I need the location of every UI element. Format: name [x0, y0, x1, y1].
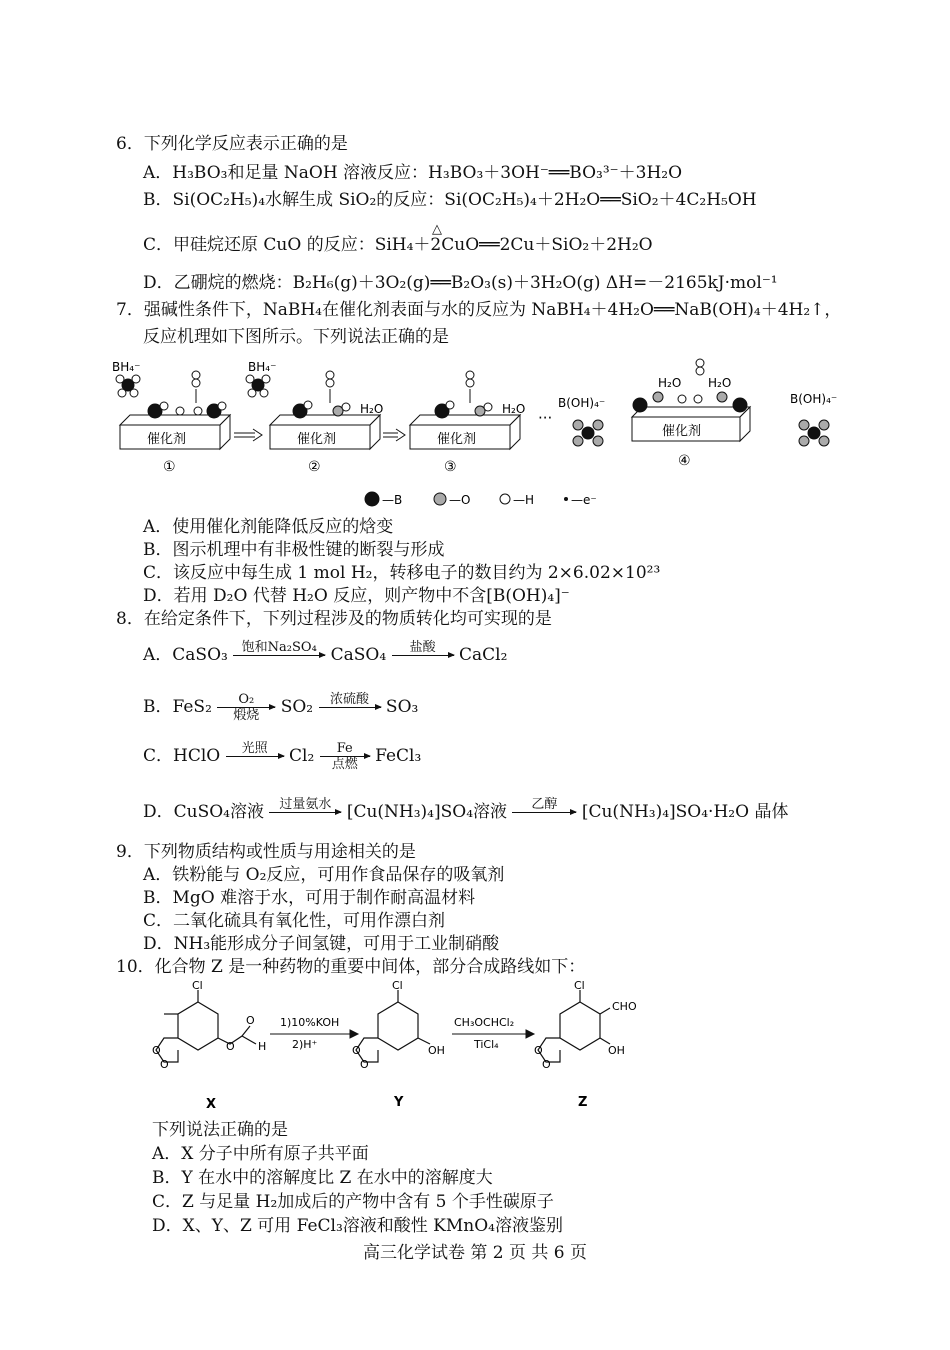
q9-option-b: B．MgO 难溶于水，可用于制作耐高温材料 [143, 888, 476, 908]
reaction-arrow-1 [270, 1030, 358, 1038]
arrow2-top-label: CH₃OCHCl₂ [454, 1016, 515, 1029]
y-o1-label: O [352, 1044, 361, 1057]
bh4-cluster-right [246, 375, 270, 397]
z-cho-label: CHO [612, 1000, 637, 1013]
q8-stem: 8．在给定条件下，下列过程涉及的物质转化均可实现的是 [116, 609, 552, 629]
q10-option-d: D．X、Y、Z 可用 FeCl₃溶液和酸性 KMnO₄溶液鉴别 [152, 1216, 563, 1236]
q8-a-arrow2: 盐酸 [392, 640, 454, 671]
x-o3-label: O [226, 1040, 235, 1053]
catalyst-label-3: 催化剂 [437, 432, 477, 447]
q9-stem: 9．下列物质结构或性质与用途相关的是 [116, 842, 416, 862]
reaction-arrow-2 [452, 1030, 534, 1038]
x-label: X [206, 1097, 217, 1112]
q8-c-arrow2: Fe 点燃 [320, 741, 370, 772]
boh4-label-left: B(OH)₄⁻ [558, 396, 606, 410]
h2o-label-4b: H₂O [708, 376, 732, 390]
q7-option-c: C．该反应中每生成 1 mol H₂，转移电子的数目约为 2×6.02×10²³ [143, 563, 661, 583]
q6-option-b: B．Si(OC₂H₅)₄水解生成 SiO₂的反应：Si(OC₂H₅)₄＋2H₂O══SiO₂＋4C₂H₅OH [143, 190, 757, 210]
y-cl-label: Cl [392, 980, 403, 992]
legend-e [564, 497, 568, 501]
q6-option-c: C．甲硅烷还原 CuO 的反应：SiH₄＋2CuO══2Cu＋SiO₂＋2H₂O [143, 235, 653, 255]
x-o4-label: O [246, 1014, 255, 1027]
arrow1-bottom-label: 2)H⁺ [292, 1038, 318, 1051]
q7-stem-line1: 7．强碱性条件下，NaBH₄在催化剂表面与水的反应为 NaBH₄＋4H₂O══NaB(OH)₄＋4H₂↑， [116, 300, 842, 320]
q7-option-b: B．图示机理中有非极性键的断裂与形成 [143, 540, 445, 560]
q8-a-s3: CaCl₂ [459, 645, 508, 665]
legend-e-label: —e⁻ [571, 493, 597, 507]
legend-o [434, 493, 446, 505]
q8-b-arrow1: O₂ 煅烧 [217, 692, 275, 723]
q8-option-d: D．CuSO₄溶液 过量氨水 [Cu(NH₃)₄]SO₄溶液 乙醇 [Cu(NH₃)₄]SO₄·H₂O 晶体 [143, 797, 788, 828]
step-arrow-1 [234, 429, 262, 441]
molecule-x [156, 990, 256, 1062]
q8-option-a: A．CaSO₃ 饱和Na₂SO₄ CaSO₄ 盐酸 CaCl₂ [143, 640, 507, 671]
catalyst-label-2: 催化剂 [297, 432, 337, 447]
h2o-label-4a: H₂O [658, 376, 682, 390]
q8-c-s2: Cl₂ [289, 746, 315, 766]
q7-stem-line2: 反应机理如下图所示。下列说法正确的是 [143, 327, 449, 347]
q10-option-c: C．Z 与足量 H₂加成后的产物中含有 5 个手性碳原子 [152, 1192, 554, 1212]
q10-option-a: A．X 分子中所有原子共平面 [152, 1144, 369, 1164]
bh4-cluster-left [116, 375, 140, 397]
q10-stem: 10．化合物 Z 是一种药物的重要中间体，部分合成路线如下： [116, 957, 586, 977]
q8-a-s1: CaSO₃ [172, 645, 228, 665]
q8-option-c: C．HClO 光照 Cl₂ Fe 点燃 FeCl₃ [143, 741, 422, 772]
x-cl-label: Cl [192, 980, 203, 992]
y-o2-label: O [360, 1058, 369, 1071]
q10-option-b: B．Y 在水中的溶解度比 Z 在水中的溶解度大 [152, 1168, 493, 1188]
q6-option-a: A．H₃BO₃和足量 NaOH 溶液反应：H₃BO₃＋3OH⁻══BO₃³⁻＋3H₂O [143, 163, 683, 183]
q8-d-s1: CuSO₄溶液 [173, 802, 264, 822]
q8-d-s2: [Cu(NH₃)₄]SO₄溶液 [346, 802, 508, 822]
h2o-label-3: H₂O [502, 402, 526, 416]
q6-c-condition: △ [432, 222, 442, 237]
q8-c-s3: FeCl₃ [375, 746, 422, 766]
boh4-cluster-right [799, 420, 829, 446]
catalyst-label-4: 催化剂 [662, 424, 702, 439]
q9-option-d: D．NH₃能形成分子间氢键，可用于工业制硝酸 [143, 934, 500, 954]
boh4-label-right: B(OH)₄⁻ [790, 392, 838, 406]
q9-option-a: A．铁粉能与 O₂反应，可用作食品保存的吸氧剂 [143, 865, 505, 885]
q10-synthesis-figure [140, 980, 660, 1115]
q8-a-arrow1: 饱和Na₂SO₄ [233, 640, 325, 671]
q9-option-c: C．二氧化硫具有氧化性，可用作漂白剂 [143, 911, 446, 931]
arrow2-bottom-label: TiCl₄ [474, 1038, 499, 1051]
q7-option-d: D．若用 D₂O 代替 H₂O 反应，则产物中不含[B(OH)₄]⁻ [143, 586, 570, 606]
step-label-2: ② [308, 459, 321, 475]
q8-d-s3: [Cu(NH₃)₄]SO₄·H₂O 晶体 [581, 802, 789, 822]
q8-b-arrow2: 浓硫酸 [319, 692, 381, 723]
h2o-label-2: H₂O [360, 402, 384, 416]
z-label: Z [578, 1095, 588, 1110]
z-oh-label: OH [608, 1044, 625, 1057]
bh4-label-right: BH₄⁻ [248, 360, 277, 374]
q8-b-s2: SO₂ [280, 697, 314, 717]
q8-b-s3: SO₃ [385, 697, 419, 717]
q7-option-a: A．使用催化剂能降低反应的焓变 [143, 517, 394, 537]
q6-option-d: D．乙硼烷的燃烧：B₂H₆(g)＋3O₂(g)══B₂O₃(s)＋3H₂O(g) ΔH=－2165kJ·mol⁻¹ [143, 273, 778, 293]
z-o1-label: O [534, 1044, 543, 1057]
legend-o-label: —O [449, 493, 471, 507]
page-footer: 高三化学试卷 第 2 页 共 6 页 [362, 1243, 588, 1263]
q6-stem: 6．下列化学反应表示正确的是 [116, 134, 348, 154]
q7-mechanism-figure [110, 355, 850, 515]
legend-b [365, 492, 379, 506]
q8-a-s2: CaSO₄ [330, 645, 387, 665]
legend-b-label: —B [382, 493, 403, 507]
q10-lead: 下列说法正确的是 [152, 1120, 288, 1140]
arrow1-top-label: 1)10%KOH [280, 1016, 340, 1029]
y-oh-label: OH [428, 1044, 445, 1057]
q8-d-arrow2: 乙醇 [512, 797, 576, 828]
ellipsis: ··· [538, 409, 553, 427]
q8-d-arrow1: 过量氨水 [269, 797, 341, 828]
catalyst-label-1: 催化剂 [147, 432, 187, 447]
x-o2-label: O [160, 1058, 169, 1071]
step-label-3: ③ [444, 459, 457, 475]
y-label: Y [394, 1095, 404, 1110]
q8-c-arrow1: 光照 [226, 741, 284, 772]
x-o1-label: O [152, 1044, 161, 1057]
q8-option-b: B．FeS₂ O₂ 煅烧 SO₂ 浓硫酸 SO₃ [143, 692, 419, 723]
step-label-1: ① [163, 459, 176, 475]
step-arrow-2 [383, 429, 405, 441]
legend-h-label: —H [513, 493, 535, 507]
legend-h [500, 494, 510, 504]
bh4-label-left: BH₄⁻ [112, 360, 141, 374]
x-h-label: H [258, 1040, 267, 1053]
molecule-z [538, 990, 610, 1062]
boh4-cluster-left [573, 420, 603, 446]
molecule-y [356, 990, 430, 1062]
z-o2-label: O [542, 1058, 551, 1071]
step-label-4: ④ [678, 453, 691, 469]
z-cl-label: Cl [574, 980, 585, 992]
q8-c-s1: HClO [173, 746, 221, 766]
q8-b-s1: FeS₂ [172, 697, 212, 717]
